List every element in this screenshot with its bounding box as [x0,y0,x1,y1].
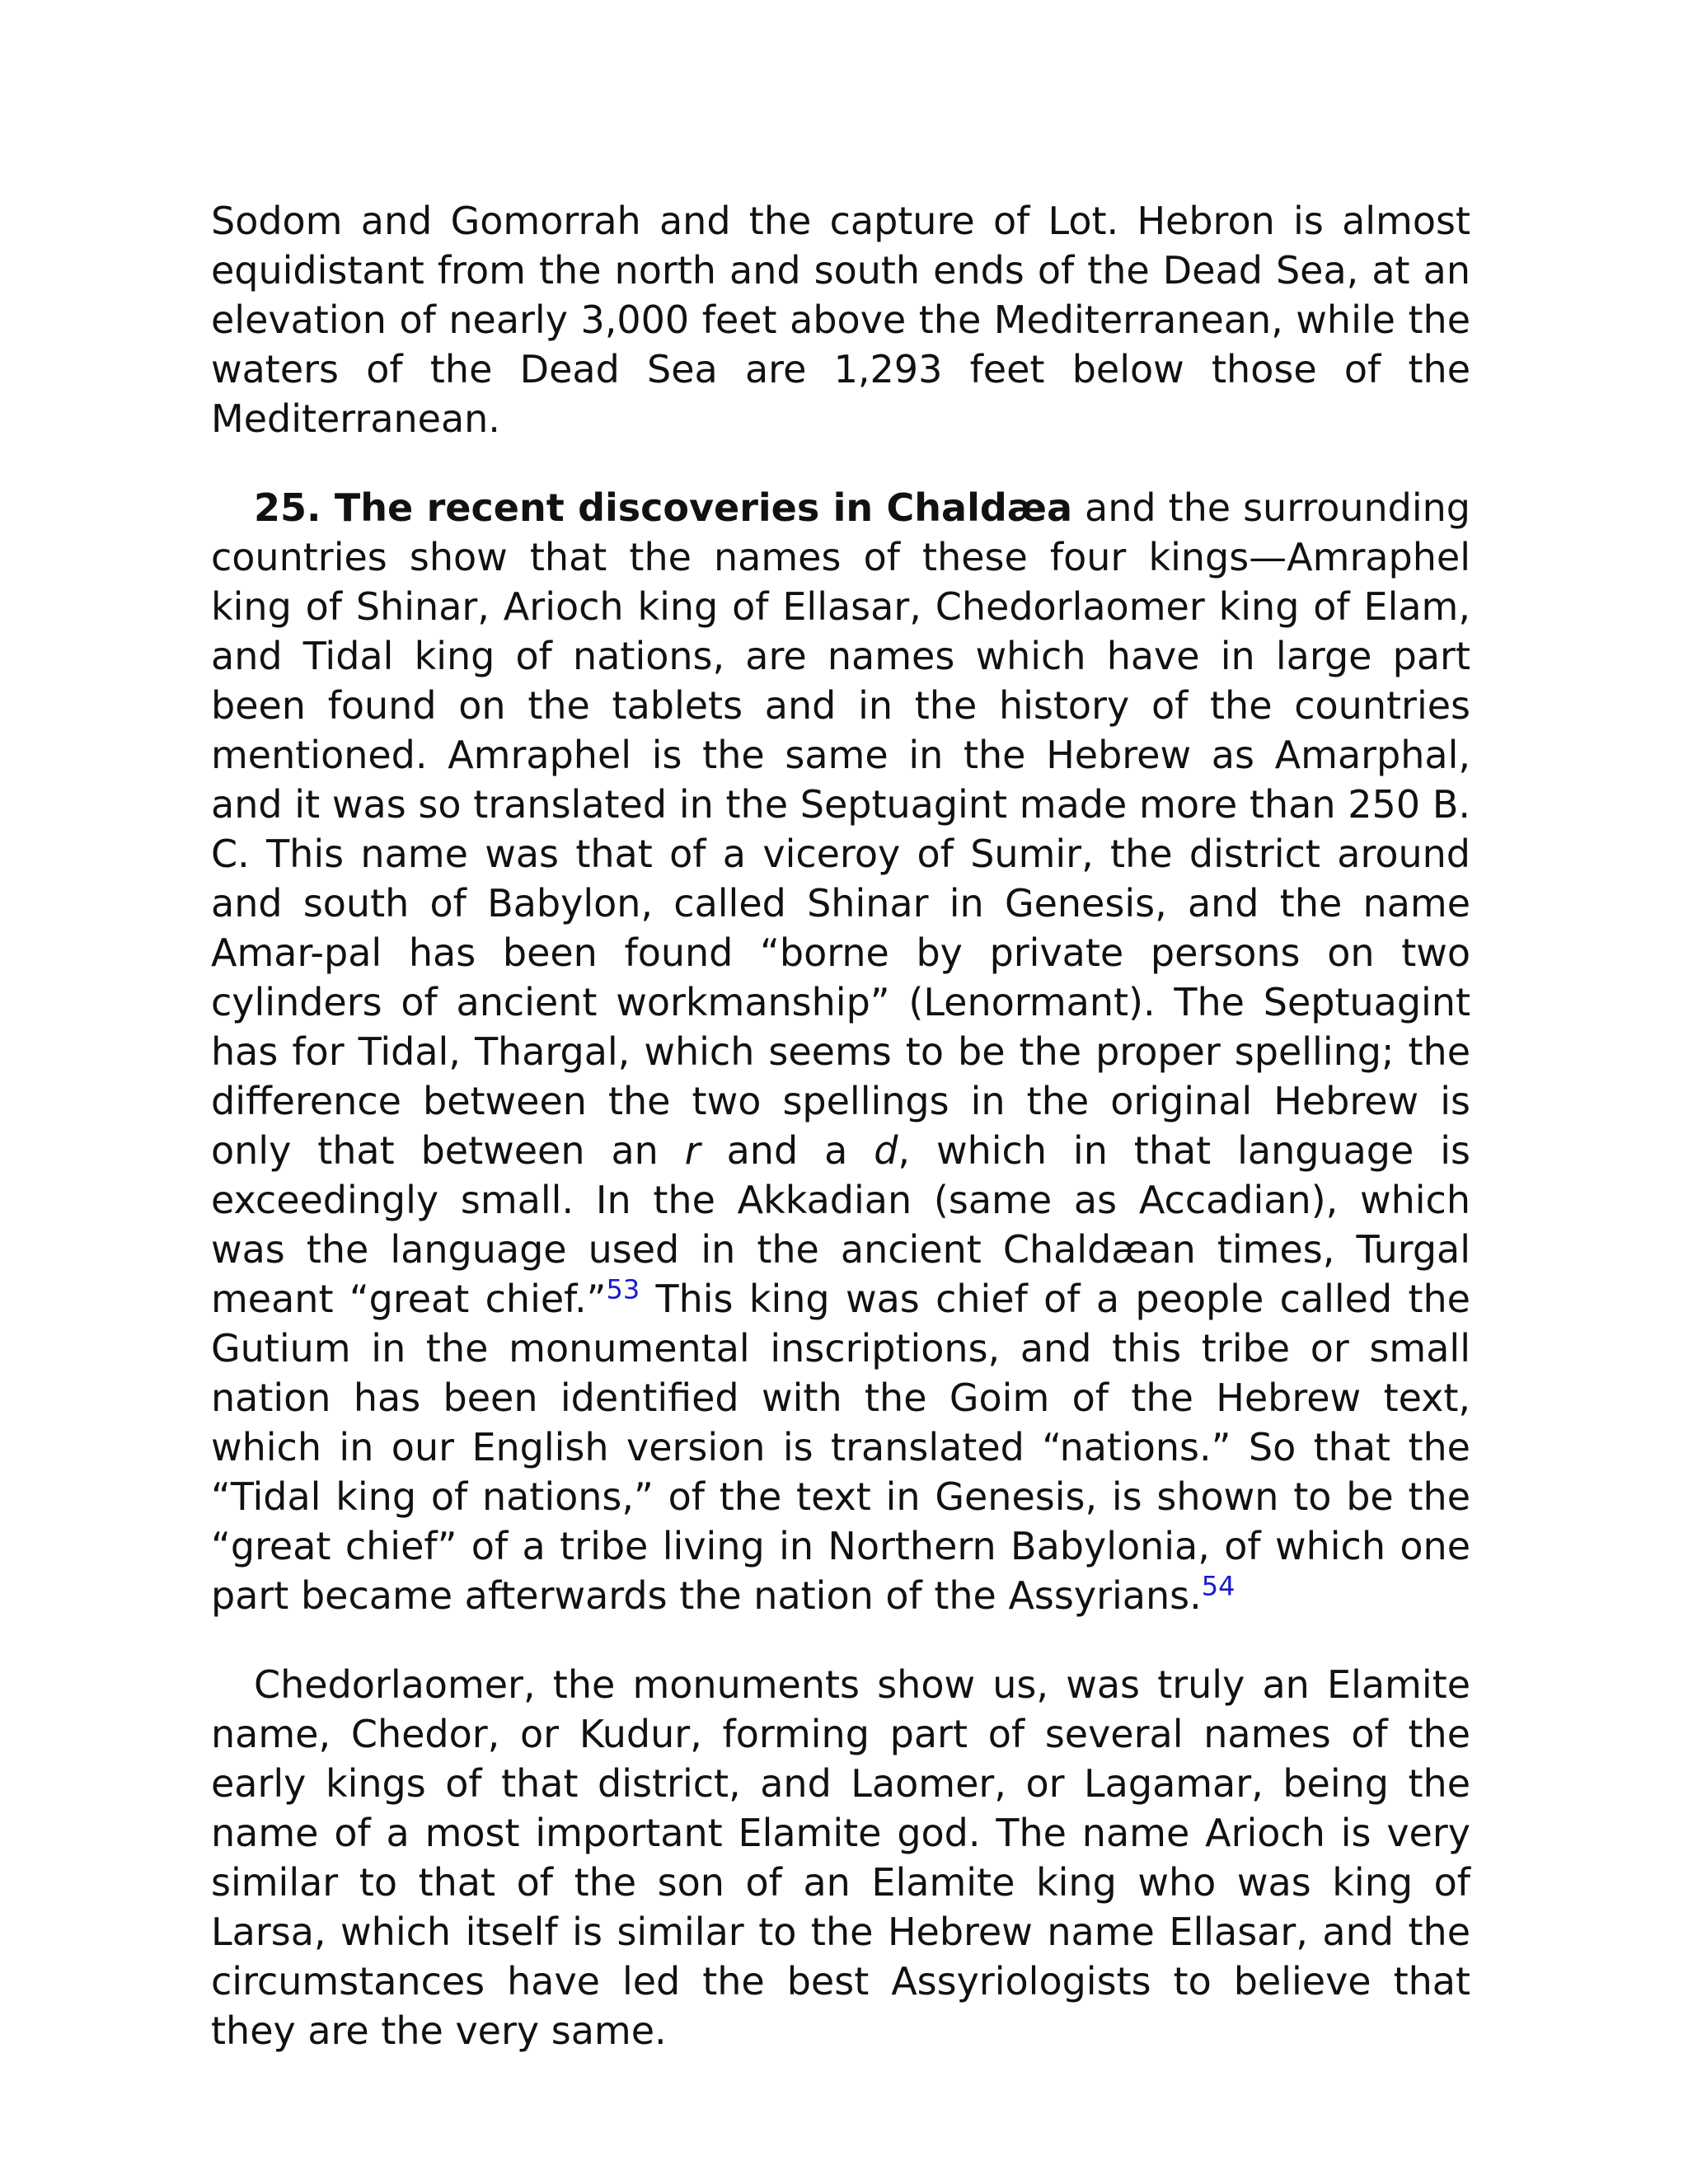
paragraph-text: , which in that language is exceedingly small. In the Akkadian (same as Accadian), which was the language used in the ancient Chaldæan times, Turgal meant “great chief.” [211,1128,1470,1321]
italic-letter-r: r [684,1128,701,1173]
footnote-link-53[interactable]: 53 [606,1273,640,1305]
document-page [211,196,1470,2055]
paragraph-text: and the surrounding countries show that the names of these four kings—Amraphel king of Shinar, Arioch king of Ellasar, Chedorlaomer king of Elam, and Tidal king of nations, are names which have in large part been found on the tablets and in the history of the countries mentioned. Amraphel is the same in the Hebrew as Amarphal, and it was so translated in the Septuagint made more than 250 B. C. This name was that of a viceroy of Sumir, the district around and south of Babylon, called Shinar in Genesis, and the name Amar-pal has been found “borne by private persons on two cylinders of ancient workmanship” (Lenormant). The Septuagint has for Tidal, Thargal, which seems to be the proper spelling; the difference between the two spellings in the original Hebrew is only that between an [211,485,1470,1173]
paragraph-hebron: Sodom and Gomorrah and the capture of Lot. Hebron is almost equidistant from the north and south ends of the Dead Sea, at an elevation of nearly 3,000 feet above the Mediterranean, while the waters of the Dead Sea are 1,293 feet below those of the Mediterranean. [211,199,1470,441]
paragraph-chedorlaomer: Chedorlaomer, the monuments show us, was truly an Elamite name, Chedor, or Kudur, forming part of several names of the early kings of that district, and Laomer, or Lagamar, being the name of a most important Elamite god. The name Arioch is very similar to that of the son of an Elamite king who was king of Larsa, which itself is similar to the Hebrew name Ellasar, and the circumstances have led the best Assyriologists to believe that they are the very same. [211,1662,1470,2053]
footnote-link-54[interactable]: 54 [1201,1570,1236,1602]
italic-letter-d: d [874,1128,898,1173]
section-heading-25: 25. The recent discoveries in Chaldæa [254,485,1073,530]
paragraph-text: This king was chief of a people called the Gutium in the monumental inscriptions, and this tribe or small nation has been identified with the Goim of the Hebrew text, which in our English version is translated “nations.” So that the “Tidal king of nations,” of the text in Genesis, is shown to be the “great chief” of a tribe living in Northern Babylonia, of which one part became afterwards the nation of the Assyrians. [211,1277,1470,1618]
paragraph-chaldaea-discoveries [211,483,1470,1620]
paragraph-text: and a [700,1128,874,1173]
